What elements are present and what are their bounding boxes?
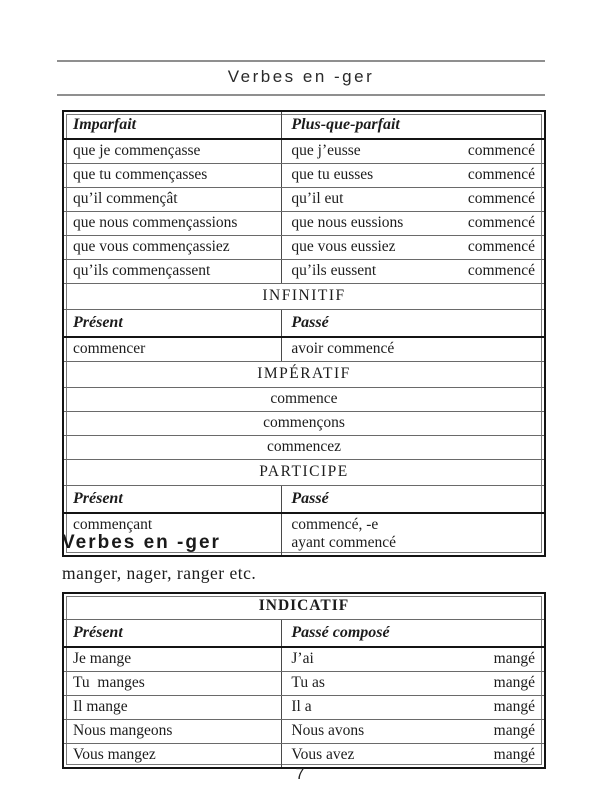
table-row — [64, 310, 544, 338]
participle-text: commencé — [467, 262, 535, 279]
table-row — [64, 338, 544, 362]
verb-form-left: que tu commençasses — [64, 164, 282, 187]
table-row — [64, 460, 544, 486]
verb-form-right — [282, 236, 544, 259]
column-header-left: Présent — [64, 310, 282, 336]
verb-form-left: Vous mangez — [64, 744, 282, 767]
verb-form-left: commencer — [64, 338, 282, 361]
auxiliary-text: Il a — [291, 698, 312, 715]
verb-form-right: avoir commencé — [291, 340, 395, 357]
table-row — [64, 672, 544, 696]
verb-form-right — [282, 260, 544, 283]
verb-form-left: Tu manges — [64, 672, 282, 695]
auxiliary-text: J’ai — [291, 650, 314, 667]
participle-text: commencé — [467, 238, 535, 255]
table-row — [64, 696, 544, 720]
auxiliary-text: Tu as — [291, 674, 325, 691]
conjugation-table-commencer — [62, 110, 546, 557]
participle-text: commencé — [467, 214, 535, 231]
verb-form-right — [282, 744, 544, 767]
table-row — [64, 486, 544, 514]
verb-form-right — [282, 212, 544, 235]
verb-form-right — [282, 164, 544, 187]
column-header-left: Présent — [64, 620, 282, 646]
conjugation-table-manger — [62, 592, 546, 769]
table-row — [64, 594, 544, 620]
verb-form-left: Nous mangeons — [64, 720, 282, 743]
section-heading: Verbes en -ger — [62, 532, 221, 553]
table-row — [64, 164, 544, 188]
section-label: IMPÉRATIF — [257, 365, 351, 382]
table-row — [64, 744, 544, 767]
table-row — [64, 112, 544, 140]
verb-form-right — [282, 672, 544, 695]
running-head-title: Verbes en -ger — [227, 67, 375, 86]
table-row — [64, 362, 544, 388]
column-header-right: Passé composé — [291, 624, 390, 641]
auxiliary-text: que tu eusses — [291, 166, 374, 183]
verb-form-right — [282, 188, 544, 211]
table-row — [64, 284, 544, 310]
table-row — [64, 236, 544, 260]
participle-line: ayant commencé — [291, 534, 396, 551]
table-row — [64, 388, 544, 412]
table-row — [64, 212, 544, 236]
auxiliary-text: que vous eussiez — [291, 238, 396, 255]
page-header — [57, 60, 545, 96]
table-row — [64, 188, 544, 212]
participle-text: mangé — [493, 722, 535, 739]
table-row — [64, 412, 544, 436]
participle-text: mangé — [493, 674, 535, 691]
section-label: INFINITIF — [262, 287, 346, 304]
verb-form-right — [282, 720, 544, 743]
column-header-right: Plus-que-parfait — [291, 116, 400, 133]
verb-form-right — [282, 514, 544, 555]
column-header-left: Présent — [64, 486, 282, 512]
verb-form-right — [282, 140, 544, 163]
verb-form-left: qu’ils commençassent — [64, 260, 282, 283]
verb-form-right — [282, 696, 544, 719]
table-row — [64, 648, 544, 672]
auxiliary-text: que j’eusse — [291, 142, 361, 159]
participle-text: mangé — [493, 650, 535, 667]
participle-text: mangé — [493, 698, 535, 715]
auxiliary-text: Nous avons — [291, 722, 365, 739]
table-row — [64, 260, 544, 284]
column-header-right: Passé — [291, 490, 329, 507]
table-row — [64, 620, 544, 648]
section-label: INDICATIF — [258, 597, 350, 614]
page-number: 7 — [295, 766, 305, 783]
auxiliary-text: qu’ils eussent — [291, 262, 377, 279]
participle-text: commencé — [467, 166, 535, 183]
auxiliary-text: que nous eussions — [291, 214, 404, 231]
verb-form-left: qu’il commençât — [64, 188, 282, 211]
section-subtitle: manger, nager, ranger etc. — [62, 563, 257, 583]
participle-line: commencé, -e — [291, 516, 379, 533]
verb-form-centered: commencez — [266, 438, 341, 455]
verb-form-left: que vous commençassiez — [64, 236, 282, 259]
table-row — [64, 720, 544, 744]
auxiliary-text: qu’il eut — [291, 190, 344, 207]
participle-text: commencé — [467, 190, 535, 207]
verb-form-left: Il mange — [64, 696, 282, 719]
participle-text: mangé — [493, 746, 535, 763]
verb-form-left: que je commençasse — [64, 140, 282, 163]
column-header-right: Passé — [291, 314, 329, 331]
table-row — [64, 140, 544, 164]
auxiliary-text: Vous avez — [291, 746, 355, 763]
column-header-left: Imparfait — [64, 112, 282, 138]
verb-form-left: Je mange — [64, 648, 282, 671]
table-row — [64, 436, 544, 460]
verb-form-centered: commençons — [263, 414, 345, 431]
section-label: PARTICIPE — [259, 463, 349, 480]
participle-text: commencé — [467, 142, 535, 159]
verb-form-centered: commence — [270, 390, 338, 407]
verb-form-left: que nous commençassions — [64, 212, 282, 235]
verb-form-left: commençant — [64, 514, 282, 555]
verb-form-right — [282, 648, 544, 671]
